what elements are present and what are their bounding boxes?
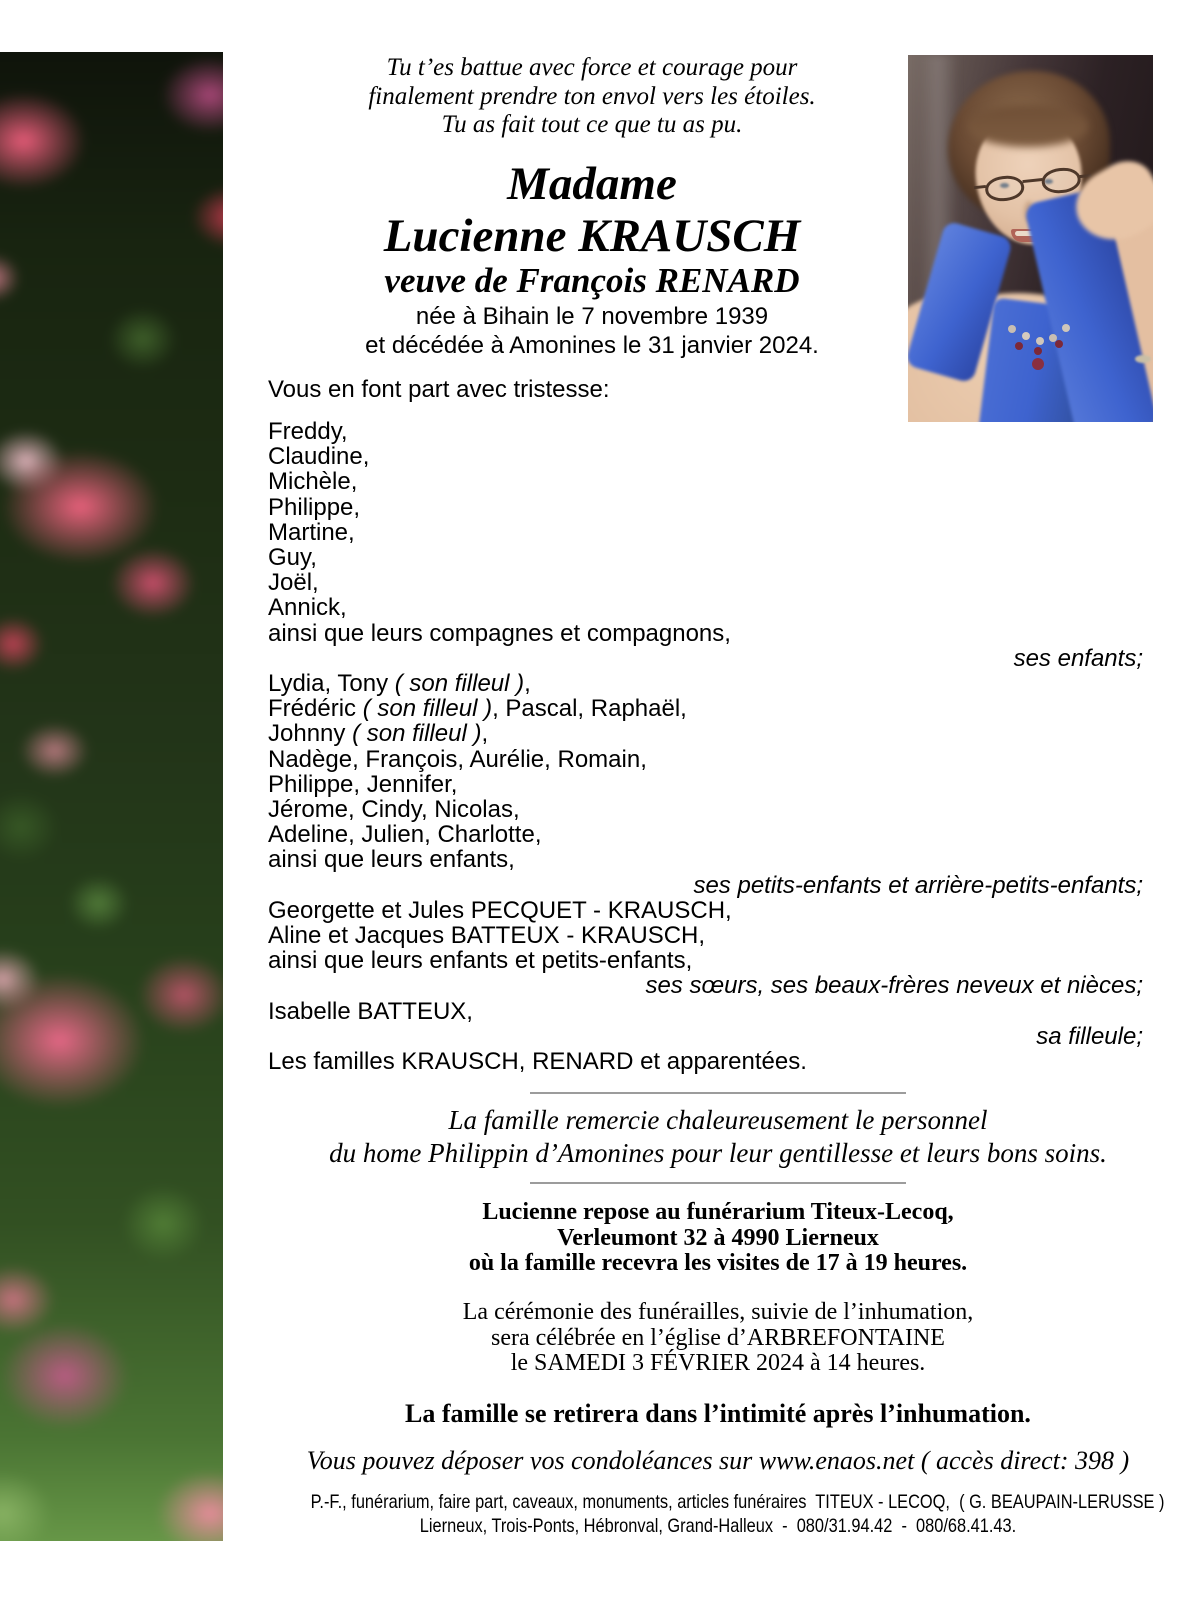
retreat-line: La famille se retirera dans l’intimité après l’inhumation. [405,1399,1031,1428]
grandchild-line: Johnny ( son filleul ), [268,720,489,748]
portrait-bracelet [1135,355,1151,363]
grandchild-line: Nadège, François, Aurélie, Romain, [268,745,647,773]
glasses-left-lens [984,174,1025,203]
epigraph-quote [233,54,951,140]
grandchildren-relation-label: ses petits-enfants et arrière-petits-enfants; [693,871,1143,899]
sibling-line: Georgette et Jules PECQUET - KRAUSCH, [268,896,732,924]
grandchild-line: ainsi que leurs enfants, [268,846,515,874]
goddaughter-relation-label: sa filleule; [1036,1022,1143,1050]
ceremony-line: La cérémonie des funérailles, suivie de l’inhumation, [462,1299,974,1325]
families-line: Les familles KRAUSCH, RENARD et apparentées. [268,1048,807,1076]
deceased-widow-of: veuve de François RENARD [384,261,800,300]
child-line: Philippe, [268,493,361,521]
family-block [268,419,1143,1074]
siblings-relation-label: ses sœurs, ses beaux-frères neveux et nièces; [645,972,1143,1000]
death-line: et décédée à Amonines le 31 janvier 2024. [365,332,819,359]
roses-photo-art [0,52,223,1541]
child-line: Michèle, [268,468,358,496]
sibling-line: ainsi que leurs enfants et petits-enfants, [268,947,693,975]
condolences-line: Vous pouvez déposer vos condoléances sur www.enaos.net ( accès direct: 398 ) [306,1446,1130,1475]
child-line: Joël, [268,569,319,597]
epigraph-line: Tu t’es battue avec force et courage pour [386,54,798,81]
grandchild-line: Philippe, Jennifer, [268,770,458,798]
ceremony-line: le SAMEDI 3 FÉVRIER 2024 à 14 heures. [510,1350,926,1376]
portrait-necklace [1036,337,1044,345]
deceased-name: Lucienne KRAUSCH [383,210,801,262]
child-line: Freddy, [268,418,348,445]
divider-top [530,1092,906,1094]
child-line: Annick, [268,594,347,622]
portrait-bangs [968,105,1088,147]
glasses-bridge [1022,178,1042,183]
child-line: Guy, [268,544,317,572]
sibling-line: Aline et Jacques BATTEUX - KRAUSCH, [268,922,706,950]
grandchild-line: Frédéric ( son filleul ), Pascal, Raphaël, [268,695,687,723]
divider-bottom [530,1182,906,1184]
child-line: Martine, [268,518,355,546]
deceased-title: Madame [507,158,677,210]
ceremony-section [233,1300,1203,1377]
announcement-intro: Vous en font part avec tristesse: [268,376,610,403]
repose-line: Lucienne repose au funérarium Titeux-Lecoq, [482,1199,954,1225]
grandchild-line: Adeline, Julien, Charlotte, [268,821,542,849]
epigraph-line: finalement prendre ton envol vers les étoiles. [368,82,816,110]
glasses-right-lens [1040,166,1081,195]
repose-line: où la famille recevra les visites de 17 à 19 heures. [468,1250,968,1276]
repose-section [233,1200,1203,1277]
footer-line: P.-F., funérarium, faire part, caveaux, monuments, articles funéraires TITEUX - LECOQ, ( G. BEAUPAIN-LERUSSE ) [310,1491,1165,1513]
child-line: ainsi que leurs compagnes et compagnons, [268,619,731,647]
epigraph-line: Tu as fait tout ce que tu as pu. [441,111,743,138]
children-relation-label: ses enfants; [1013,644,1143,672]
ceremony-line: sera célébrée en l’église d’ARBREFONTAINE [491,1324,945,1351]
thanks-line: du home Philippin d’Amonines pour leur gentillesse et leurs bons soins. [329,1138,1107,1168]
roses-photo [0,52,223,1541]
funeral-home-footer [233,1491,1203,1538]
goddaughter-line: Isabelle BATTEUX, [268,997,473,1025]
thanks-section [233,1104,1203,1170]
footer-line: Lierneux, Trois-Ponts, Hébronval, Grand-Halleux - 080/31.94.42 - 080/68.41.43. [419,1514,1017,1537]
grandchild-line: Lydia, Tony ( son filleul ), [268,670,531,698]
thanks-line: La famille remercie chaleureusement le personnel [448,1105,988,1135]
child-line: Claudine, [268,443,370,471]
repose-line: Verleumont 32 à 4990 Lierneux [557,1224,879,1251]
birth-death-lines [233,302,951,360]
grandchild-line: Jérome, Cindy, Nicolas, [268,796,520,824]
birth-line: née à Bihain le 7 novembre 1939 [415,303,769,330]
